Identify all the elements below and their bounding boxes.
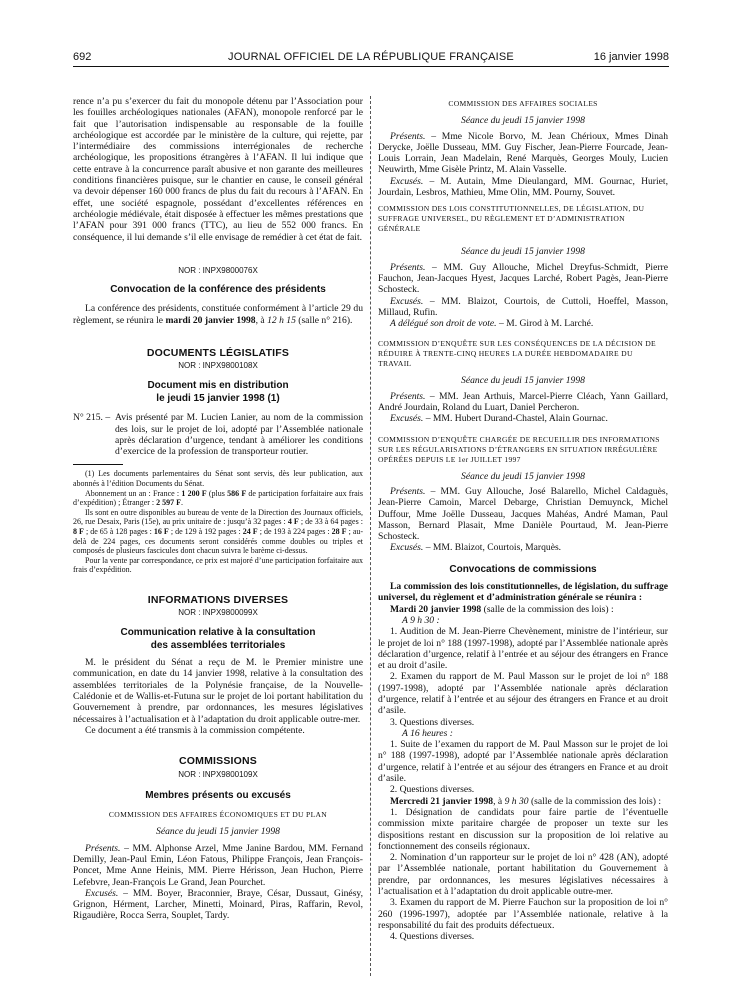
commission-name: COMMISSION DES LOIS CONSTITUTIONNELLES, DE LÉGISLATION, DU SUFFRAGE UNIVERSEL, DU RÈGLEMENT ET D’ADMINISTRATION GÉNÉRALE (378, 204, 645, 234)
proxy-vote: A délégué son droit de vote. – M. Girod à M. Larché. (390, 318, 594, 330)
attendance-present: Présents. – Mme Nicole Borvo, M. Jean Chérioux, Mmes Dinah Derycke, Joëlle Dusseau, MM. Guy Fischer, Jean-Pierre Fourcade, Jean-Louis Lorrain, Jean Madelain, René Marquès, Georges Mouly, Lucien Neuwirth, Mme Gisèle Printz, M. Alain Vasselle. (378, 130, 668, 176)
nor-reference: NOR : INPX9800076X (178, 265, 258, 275)
agenda-item: 1. Audition de M. Jean-Pierre Chevènement, ministre de l’intérieur, sur le projet de loi n° 188 (1997-1998), adopté par l’Assemblée nationale après déclaration d’urgence, relatif à l’entrée et au séjour des étrangers en France et au droit d’asile. (378, 626, 668, 672)
agenda-item: 3. Examen du rapport de M. Pierre Fauchon sur la proposition de loi n° 260 (1996-1997), adoptée par l’Assemblée nationale, relative à la responsabilité du fait des produits défectueux. (378, 897, 668, 931)
agenda-item: 2. Examen du rapport de M. Paul Masson sur le projet de loi n° 188 (1997-1998), adopté par l’Assemblée nationale après déclaration d’urgence, relatif à l’entrée et au séjour des étrangers en France et au droit d’asile. (378, 671, 668, 717)
document-text: Avis présenté par M. Lucien Lanier, au nom de la commission des lois, sur le projet de loi, adopté par l’Assemblée nationale après déclaration d’urgence, tendant à améliorer les conditions d’exercice de la profession de transporteur routier. (115, 412, 363, 458)
agenda-item: 1. Suite de l’examen du rapport de M. Paul Masson sur le projet de loi n° 188 (1997-1998), adopté par l’Assemblée nationale après déclaration d’urgence, relatif à l’entrée et au séjour des étrangers en France et au droit d’asile. (378, 739, 668, 785)
footnote: Abonnement un an : France : 1 200 F (plus 586 F de participation forfaitaire aux frais d’expédition) ; Étranger : 2 597 F. (73, 488, 364, 508)
section-heading: le jeudi 15 janvier 1998 (1) (156, 392, 280, 404)
attendance-excused: Excusés. – MM. Boyer, Braconnier, Braye, César, Dussaut, Ginésy, Grignon, Hérment, Larcher, Minetti, Moinard, Piras, Raffarin, Revol, Rigaudière, Rocca Serra, Souplet, Tardy. (73, 887, 363, 922)
paragraph: La conférence des présidents, constituée conformément à l’article 29 du règlement, se réunira le mardi 20 janvier 1998, à 12 h 15 (salle n° 216). (73, 303, 363, 326)
document-number: N° 215. – (73, 412, 111, 424)
attendance-present: Présents. – MM. Alphonse Arzel, Mme Janine Bardou, MM. Fernand Demilly, Jean-Paul Emin, Léon Fatous, Philippe François, Jean François-Poncet, Mme Anne Heinis, MM. Pierre Hérisson, Jean Huchon, Pierre Lefebvre, Jean-François Le Grand, Jean Pourchet. (73, 842, 363, 888)
agenda-item: 1. Désignation de candidats pour faire partie de l’éventuelle commission mixte paritaire chargée de proposer un texte sur les dispositions restant en discussion sur la proposition de loi relative au fonctionnement des conseils régionaux. (378, 806, 668, 852)
commission-name: COMMISSION DES AFFAIRES SOCIALES (448, 99, 598, 108)
journal-title: JOURNAL OFFICIEL DE LA RÉPUBLIQUE FRANÇAISE (228, 51, 514, 63)
time-slot: A 16 heures : (402, 727, 453, 739)
section-heading: Communication relative à la consultation (120, 626, 316, 638)
commission-name: COMMISSION D’ENQUÊTE CHARGÉE DE RECUEILLIR DES INFORMATIONS SUR LES RÉGULARISATIONS D’ÉTRANGERS EN SITUATION IRRÉGULIÈRE OPÉRÉES DEPUIS LE 1er JUILLET 1997 (378, 434, 660, 464)
section-title: DOCUMENTS LÉGISLATIFS (146, 347, 290, 360)
header-rule (73, 66, 669, 67)
session-date: Séance du jeudi 15 janvier 1998 (461, 115, 585, 127)
intro-paragraph: rence n’a pu s’exercer du fait du monopole détenu par l’Association pour les fouilles archéologiques nationales (AFAN), monopole renforcé par le fait que l’autorisation indispensable au responsable de la fouille archéologique est accordée par le ministère de la culture, qui rejette, par l’intermédiaire des commissions interrégionales de recherche archéologique, les propositions étrangères à l’AFAN. Il lui indique que cette entrave à la concurrence paraît abusive et non garante des meilleures conditions financières puisque, sur le chantier en cause, le conseil général va devoir dépenser 160 000 francs de plus du fait du recours à l’AFAN. En effet, une société espagnole, possédant d’excellentes références en archéologie médiévale, était disposée à effectuer les mêmes prestations que l’AFAN pour 391 000 francs (TTC), au lieu de 552 000 francs. En conséquence, il lui demande s’il elle envisage de remédier à cet état de fait. (73, 96, 363, 243)
section-heading: des assemblées territoriales (150, 639, 286, 651)
paragraph: La commission des lois constitutionnelles, de législation, du suffrage universel, du règlement et d’administration générale se réunira : (378, 581, 668, 604)
section-title: INFORMATIONS DIVERSES (147, 593, 289, 606)
footnote: Ils sont en outre disponibles au bureau de vente de la Direction des Journaux officiels, 26, rue Desaix, Paris (15e), au prix unitaire de : jusqu’à 32 pages : 4 F ; de 33 à 64 pages : 8 F ; de 65 à 128 pages : 16 F ; de 129 à 192 pages : 24 F ; de 193 à 224 pages : 28 F ; au-delà de 224 pages, ces documents seront considérés comme doubles ou triples et composés de plusieurs fascicules dont chacun suivra le barème ci-dessus. (73, 507, 364, 556)
attendance-excused: Excusés. – MM. Blaizot, Courtois, de Cuttoli, Hoeffel, Masson, Millaud, Rufin. (378, 295, 668, 318)
paragraph: M. le président du Sénat a reçu de M. le Premier ministre une communication, en date du 14 janvier 1998, relative à la consultation des assemblées territoriales de la Polynésie française, de la Nouvelle-Calédonie et de Wallis-et-Futuna sur le projet de loi portant habilitation du Gouvernement à prendre, par ordonnances, les mesures législatives nécessaires à l’actualisation et à l’adaptation du droit applicable outre-mer. (73, 657, 363, 725)
session-date: Séance du jeudi 15 janvier 1998 (461, 246, 585, 258)
footnote-rule (73, 464, 123, 465)
issue-date: 16 janvier 1998 (593, 51, 669, 63)
agenda-item: 4. Questions diverses. (390, 931, 475, 943)
section-heading: Convocations de commissions (449, 563, 597, 575)
column-divider (370, 96, 371, 976)
nor-reference: NOR : INPX9800109X (178, 769, 258, 779)
left-column (73, 96, 363, 922)
document-entry (73, 412, 363, 457)
footnote: (1) Les documents parlementaires du Sénat sont servis, dès leur publication, aux abonnés à l’édition Documents du Sénat. (73, 469, 363, 489)
commission-name: COMMISSION D’ENQUÊTE SUR LES CONSÉQUENCES DE LA DÉCISION DE RÉDUIRE À TRENTE-CINQ HEURES LA DURÉE HEBDOMADAIRE DU TRAVAIL (378, 339, 656, 369)
attendance-excused: Excusés. – MM. Hubert Durand-Chastel, Alain Gournac. (390, 413, 608, 425)
attendance-excused: Excusés. – MM. Blaizot, Courtois, Marquès. (390, 542, 562, 554)
attendance-present: Présents. – MM. Guy Allouche, Michel Dreyfus-Schmidt, Pierre Fauchon, Jean-Jacques Hyest, Jacques Larché, Robert Pagès, Jean-Pierre Schosteck. (378, 261, 668, 296)
attendance-present: Présents. – MM. Jean Arthuis, Marcel-Pierre Cléach, Yann Gaillard, André Jourdain, Roland du Luart, Daniel Percheron. (378, 390, 668, 414)
paragraph: Mercredi 21 janvier 1998, à 9 h 30 (salle de la commission des lois) : (390, 795, 661, 807)
paragraph: Mardi 20 janvier 1998 (salle de la commission des lois) : (390, 603, 614, 615)
right-column (378, 96, 668, 943)
footnote: Pour la vente par correspondance, ce prix est majoré d’une participation forfaitaire aux frais d’expédition. (73, 555, 363, 575)
attendance-present: Présents. – MM. Guy Allouche, José Balarello, Michel Caldaguès, Jean-Pierre Camoin, Marcel Debarge, Christian Demuynck, Michel Duffour, Mme Joëlle Dusseau, Jacques Mahéas, André Maman, Paul Masson, Bernard Plasait, Mme Danièle Pourtaud, M. Jean-Pierre Schosteck. (378, 485, 668, 543)
nor-reference: NOR : INPX9800108X (178, 361, 258, 371)
time-slot: A 9 h 30 : (402, 614, 440, 626)
paragraph: Ce document a été transmis à la commission compétente. (85, 724, 305, 736)
section-heading: Document mis en distribution (147, 379, 289, 391)
agenda-item: 2. Questions diverses. (390, 784, 475, 796)
section-heading: Convocation de la conférence des présidents (110, 284, 326, 296)
page-header (73, 46, 669, 66)
section-heading: Membres présents ou excusés (145, 789, 291, 801)
agenda-item: 3. Questions diverses. (390, 716, 475, 728)
section-title: COMMISSIONS (178, 755, 258, 768)
page-number: 692 (73, 51, 92, 63)
session-date: Séance du jeudi 15 janvier 1998 (461, 375, 585, 387)
agenda-item: 2. Nomination d’un rapporteur sur le projet de loi n° 428 (AN), adopté par l’Assemblée nationale, portant habilitation du Gouvernement à prendre, par ordonnances, les mesures législatives nécessaires à l’actualisation et à l’adaptation du droit applicable outre-mer. (378, 852, 668, 898)
session-date: Séance du jeudi 15 janvier 1998 (461, 470, 585, 482)
commission-name: COMMISSION DES AFFAIRES ÉCONOMIQUES ET DU PLAN (108, 810, 328, 820)
session-date: Séance du jeudi 15 janvier 1998 (156, 826, 280, 838)
attendance-excused: Excusés. – M. Autain, Mme Dieulangard, MM. Gournac, Huriet, Jourdain, Lesbros, Mathieu, Mme Olin, MM. Pourny, Souvet. (378, 175, 668, 199)
nor-reference: NOR : INPX9800099X (178, 608, 258, 618)
